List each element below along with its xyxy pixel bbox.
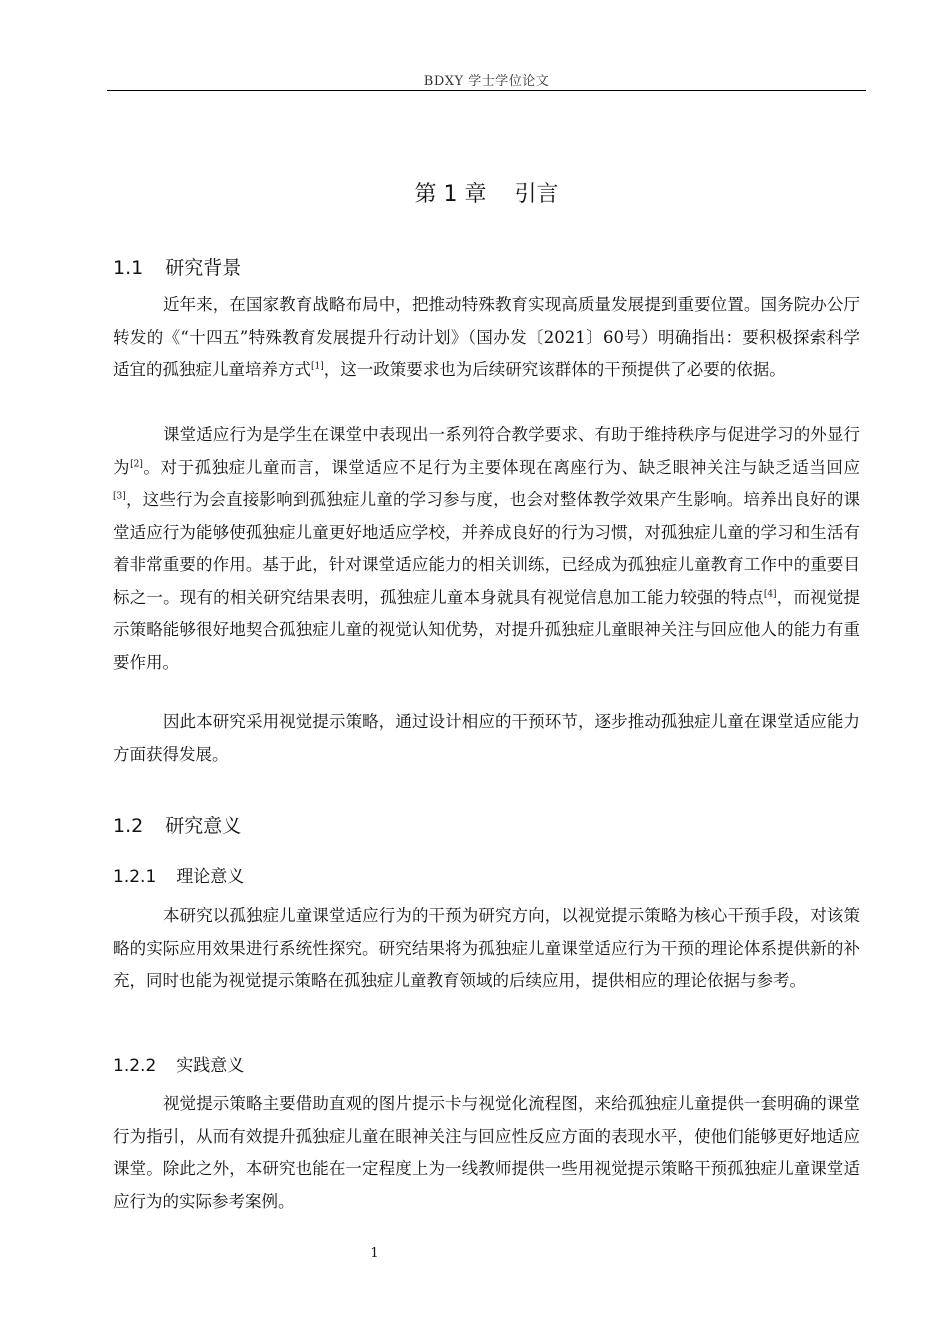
- chapter-title: [107, 177, 866, 208]
- paragraph: [113, 706, 860, 771]
- subsection-number: 1.2.1: [113, 867, 157, 887]
- section-heading-1-1: [113, 253, 241, 280]
- subsection-title: 实践意义: [176, 1056, 245, 1076]
- page-number: 1: [370, 1246, 379, 1261]
- header-rule: [107, 90, 866, 91]
- section-number: 1.1: [113, 257, 144, 279]
- section-heading-1-2: [113, 811, 241, 838]
- subsection-heading-1-2-2: [113, 1051, 244, 1076]
- paragraph-text: 因此本研究采用视觉提示策略，通过设计相应的干预环节，逐步推动孤独症儿童在课堂适应能力方面获得发展。: [113, 712, 860, 764]
- paragraph-text: 。对于孤独症儿童而言，课堂适应不足行为主要体现在离座行为、缺乏眼神关注与缺乏适当回应: [142, 457, 861, 477]
- paragraph-text: ，而视觉提示策略能够很好地契合孤独症儿童的视觉认知优势，对提升孤独症儿童眼神关注与回应他人的能力有重要作用。: [113, 587, 860, 672]
- paragraph: [113, 900, 860, 998]
- paragraph-text: 近年来，在国家教育战略布局中，把推动特殊教育实现高质量发展提到重要位置。国务院办公厅转发的《“十四五”特殊教育发展提升行动计划》（国办发〔2021〕60号）明确指出：要积极探索科学适宜的孤独症儿童培养方式: [113, 295, 860, 379]
- paragraph-text: 视觉提示策略主要借助直观的图片提示卡与视觉化流程图，来给孤独症儿童提供一套明确的课堂行为指引，从而有效提升孤独症儿童在眼神关注与回应性反应方面的表现水平，使他们能够更好地适应课堂。除此之外，本研究也能在一定程度上为一线教师提供一些用视觉提示策略干预孤独症儿童课堂适应行为的实际参考案例。: [113, 1094, 860, 1211]
- subsection-number: 1.2.2: [113, 1056, 157, 1076]
- citation-ref: [3]: [113, 491, 126, 502]
- paragraph-text: 本研究以孤独症儿童课堂适应行为的干预为研究方向，以视觉提示策略为核心干预手段，对该策略的实际应用效果进行系统性探究。研究结果将为孤独症儿童课堂适应行为干预的理论体系提供新的补充，同时也能为视觉提示策略在孤独症儿童教育领域的后续应用，提供相应的理论依据与参考。: [113, 906, 860, 990]
- subsection-heading-1-2-1: [113, 862, 244, 887]
- running-header: BDXY 学士学位论文: [423, 74, 550, 89]
- chapter-name: 引言: [514, 182, 559, 207]
- section-number: 1.2: [113, 815, 144, 837]
- chapter-number: 第 1 章: [414, 182, 487, 207]
- section-title: 研究背景: [165, 257, 242, 279]
- paragraph: [113, 289, 860, 387]
- paragraph-text: ，这些行为会直接影响到孤独症儿童的学习参与度，也会对整体教学效果产生影响。培养出良好的课堂适应行为能够使孤独症儿童更好地适应学校，并养成良好的行为习惯，对孤独症儿童的学习和生活有着非常重要的作用。基于此，针对课堂适应能力的相关训练，已经成为孤独症儿童教育工作中的重要目标之一。现有的相关研究结果表明，孤独症儿童本身就具有视觉信息加工能力较强的特点: [113, 490, 860, 607]
- citation-ref: [4]: [763, 589, 777, 599]
- paragraph: [113, 1088, 860, 1218]
- section-title: 研究意义: [165, 815, 242, 837]
- subsection-title: 理论意义: [176, 867, 245, 887]
- citation-ref: [2]: [130, 459, 143, 469]
- paragraph-text: ，这一政策要求也为后续研究该群体的干预提供了必要的依据。: [323, 360, 786, 379]
- paragraph: [113, 419, 860, 679]
- citation-ref: [1]: [311, 361, 324, 372]
- paragraph-text: 课堂适应行为是学生在课堂中表现出一系列符合教学要求、有助于维持秩序与促进学习的外显行为: [113, 425, 860, 477]
